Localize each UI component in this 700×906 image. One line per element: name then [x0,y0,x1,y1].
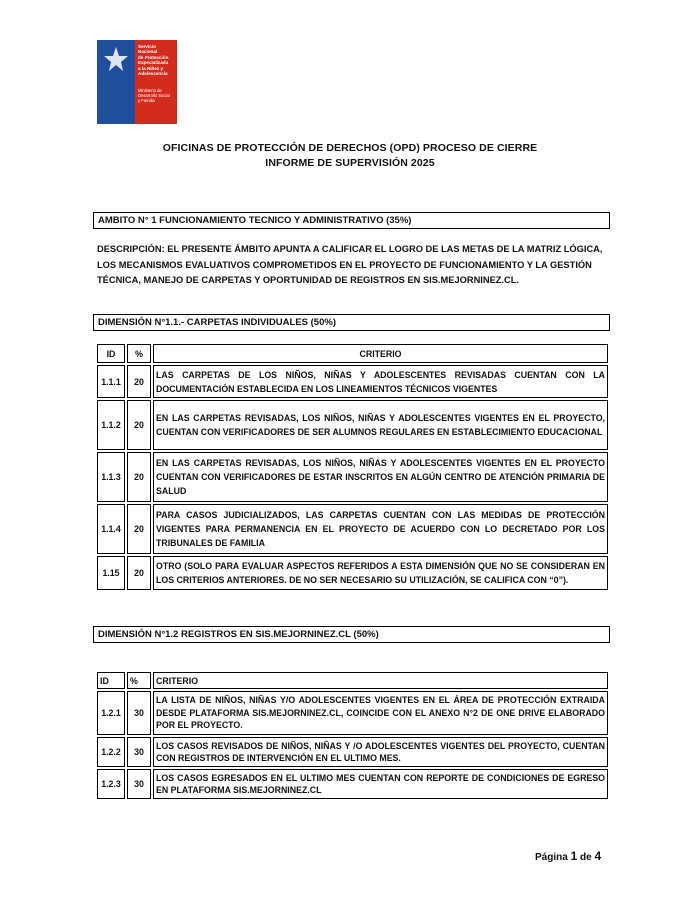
row-id: 1.1.2 [97,400,125,450]
current-page: 1 [570,849,578,863]
criteria-table-1-1 [95,342,610,592]
row-id: 1.1.1 [97,365,125,398]
document-title-line2: INFORME DE SUPERVISIÓN 2025 [265,157,435,169]
row-criterio: PARA CASOS JUDICIALIZADOS, LAS CARPETAS CUENTAN CON LAS MEDIDAS DE PROTECCIÓN VIGENTES PARA PERMANENCIA EN EL PROYECTO DE ACUERDO CON LO DECRETADO POR LOS TRIBUNALES DE FAMILIA [153,504,608,554]
page-label: Página [535,852,568,863]
row-id: 1.1.4 [97,504,125,554]
column-header-criterio: CRITERIO [153,344,608,363]
page-number [535,849,601,863]
row-criterio: EN LAS CARPETAS REVISADAS, LOS NIÑOS, NIÑAS Y ADOLESCENTES VIGENTES EN EL PROYECTO CUENTAN CON VERIFICADORES DE ESTAR INSCRITOS EN ALGÚN CENTRO DE ATENCIÓN PRIMARIA DE SALUD [153,452,608,502]
table-row [97,365,608,398]
row-criterio: OTRO (SOLO PARA EVALUAR ASPECTOS REFERIDOS A ESTA DIMENSIÓN QUE NO SE CONSIDERAN EN LOS CRITERIOS ANTERIORES. DE NO SER NECESARIO SU UTILIZACIÓN, SE CALIFICA CON “0”). [153,556,608,590]
table-row [97,737,608,767]
dimension-1-2-header: DIMENSIÓN N°1.2 REGISTROS EN SIS.MEJORNINEZ.CL (50%) [93,626,610,643]
table-header-row [97,672,608,689]
row-criterio: EN LAS CARPETAS REVISADAS, LOS NIÑOS, NIÑAS Y ADOLESCENTES VIGENTES EN EL PROYECTO, CUENTAN CON VERIFICADORES DE SER ALUMNOS REGULARES EN ESTABLECIMIENTO EDUCACIONAL [153,400,608,450]
table-row [97,769,608,799]
row-id: 1.2.2 [97,737,125,767]
logo-ministry-name: Ministerio de Desarrollo Social y Familia [138,88,170,104]
row-pct: 20 [127,504,151,554]
ambito-description: DESCRIPCIÓN: EL PRESENTE ÁMBITO APUNTA A CALIFICAR EL LOGRO DE LAS METAS DE LA MATRIZ LÓGICA, LOS MECANISMOS EVALUATIVOS COMPROMETIDOS EN EL PROYECTO DE FUNCIONAMIENTO Y LA GESTIÓN TÉCNICA, MANEJO DE CARPETAS Y OPORTUNIDAD DE REGISTROS EN SIS.MEJORNINEZ.CL. [97,244,603,285]
row-pct: 20 [127,365,151,398]
table-row [97,556,608,590]
row-criterio: LAS CARPETAS DE LOS NIÑOS, NIÑAS Y ADOLESCENTES REVISADAS CUENTAN CON LA DOCUMENTACIÓN ESTABLECIDA EN LOS LINEAMIENTOS TÉCNICOS VIGENTES [153,365,608,398]
page-of-label: de [580,852,592,863]
table-header-row [97,344,608,363]
table-row [97,504,608,554]
table-row [97,691,608,735]
row-criterio: LOS CASOS REVISADOS DE NIÑOS, NIÑAS Y /O ADOLESCENTES VIGENTES DEL PROYECTO, CUENTAN CON REGISTROS DE INTERVENCIÓN EN EL ULTIMO MES. [153,737,608,767]
row-criterio: LA LISTA DE NIÑOS, NIÑAS Y/O ADOLESCENTES VIGENTES EN EL ÁREA DE PROTECCIÓN EXTRAIDA DESDE PLATAFORMA SIS.MEJORNINEZ.CL, COINCIDE CON EL ANEXO N°2 DE ONE DRIVE ELABORADO POR EL PROYECTO. [153,691,608,735]
row-id: 1.1.3 [97,452,125,502]
column-header-criterio: CRITERIO [153,672,608,689]
row-pct: 30 [127,691,151,735]
document-title-line1: OFICINAS DE PROTECCIÓN DE DERECHOS (OPD) PROCESO DE CIERRE [162,142,538,154]
total-pages: 4 [594,849,602,863]
table-row [97,452,608,502]
column-header-id: ID [97,672,125,689]
column-header-pct: % [127,672,151,689]
row-pct: 20 [127,556,151,590]
row-pct: 30 [127,737,151,767]
ambito-header: AMBITO N° 1 FUNCIONAMIENTO TECNICO Y ADMINISTRATIVO (35%) [93,212,610,229]
dimension-1-1-header: DIMENSIÓN N°1.1.- CARPETAS INDIVIDUALES (50%) [93,314,610,331]
row-pct: 20 [127,452,151,502]
criteria-table-1-2 [95,670,610,801]
column-header-id: ID [97,344,125,363]
table-row [97,400,608,450]
row-criterio: LOS CASOS EGRESADOS EN EL ULTIMO MES CUENTAN CON REPORTE DE CONDICIONES DE EGRESO EN PLATAFORMA SIS.MEJORNINEZ.CL [153,769,608,799]
coat-of-arms-icon [103,46,129,72]
row-id: 1.15 [97,556,125,590]
row-pct: 30 [127,769,151,799]
institution-logo [97,40,177,124]
row-id: 1.2.3 [97,769,125,799]
logo-blue-panel [97,40,135,124]
logo-red-panel [135,40,177,124]
row-id: 1.2.1 [97,691,125,735]
column-header-pct: % [127,344,151,363]
row-pct: 20 [127,400,151,450]
logo-service-name: Servicio Nacional de Protección Especializada a la Niñez y Adolescencia [138,44,169,77]
